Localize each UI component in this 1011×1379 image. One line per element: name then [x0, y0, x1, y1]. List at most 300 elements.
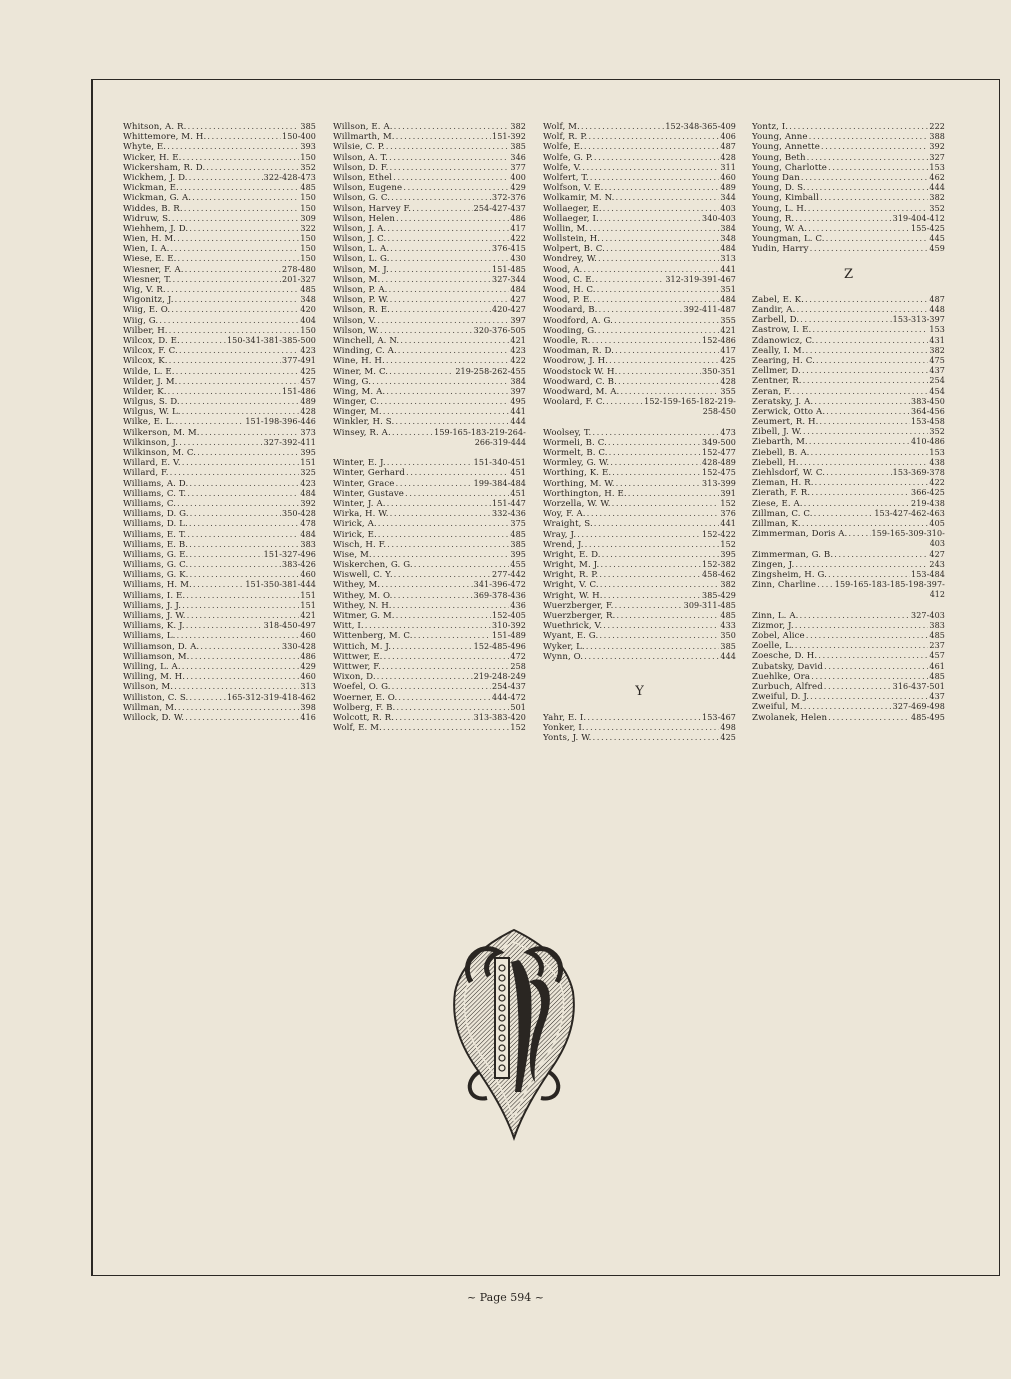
- entry-pages: 151-327-496: [263, 549, 316, 559]
- index-entry: [752, 662, 945, 672]
- dot-leader: [167, 285, 300, 295]
- entry-pages: 152: [510, 723, 526, 733]
- index-entry: [123, 367, 316, 377]
- entry-pages: 436: [510, 600, 526, 610]
- entry-pages: 152-159-165-182-219-: [644, 397, 736, 407]
- dot-leader: [189, 519, 300, 529]
- dot-leader: [606, 244, 719, 254]
- dot-leader: [605, 183, 720, 193]
- entry-name: Woodward, C. B.: [543, 376, 617, 387]
- entry-name: Zillman, K.: [752, 518, 801, 529]
- entry-name: Williams, J. J.: [123, 600, 182, 611]
- index-entry: [333, 428, 526, 438]
- entry-name: Ziebell, B. A.: [752, 447, 810, 458]
- dot-leader: [806, 631, 929, 641]
- entry-pages: 484: [510, 285, 526, 294]
- index-entry: [333, 122, 526, 132]
- entry-name: Wiswell, C. Y.: [333, 570, 393, 581]
- entry-name: Woodford, A. G.: [543, 315, 613, 326]
- index-entry: [543, 326, 736, 336]
- index-entry: [543, 601, 736, 611]
- index-entry: [123, 224, 316, 234]
- entry-pages: 485: [510, 529, 526, 539]
- entry-pages: 376: [720, 509, 736, 519]
- entry-pages: 366-425: [911, 488, 945, 498]
- entry-name: Whyte, E.: [123, 142, 167, 153]
- dot-leader: [390, 244, 491, 254]
- entry-pages: 376-415: [492, 244, 526, 254]
- entry-name: Wiig, G.: [123, 315, 159, 326]
- entry-name: Wilson, P. A.: [333, 285, 388, 295]
- entry-name: Zerwick, Otto A.: [752, 406, 826, 417]
- spacer: [543, 672, 736, 682]
- index-entry: [752, 550, 945, 560]
- dot-leader: [599, 570, 701, 580]
- entry-name: Wilson, Harvey F.: [333, 203, 412, 214]
- index-entry: [333, 499, 526, 509]
- entry-pages: 462: [929, 172, 945, 182]
- index-column-1: [123, 122, 316, 723]
- dot-leader: [581, 122, 664, 132]
- dot-leader: [610, 458, 701, 468]
- entry-pages: 346: [510, 152, 526, 162]
- entry-pages: 351: [720, 285, 736, 294]
- dot-leader: [176, 631, 299, 641]
- entry-pages: 444: [510, 417, 526, 427]
- entry-pages: 398: [300, 702, 316, 712]
- index-entry: [543, 377, 736, 387]
- index-entry: [333, 132, 526, 142]
- entry-pages: 460: [300, 631, 316, 641]
- entry-pages: 437: [929, 692, 945, 702]
- entry-pages: 373: [300, 427, 316, 437]
- entry-pages: 382: [929, 345, 945, 355]
- entry-name: Zimmerman, G. B.: [752, 549, 834, 560]
- entry-pages: 327-403: [911, 610, 945, 620]
- index-entry: [752, 214, 945, 224]
- entry-name: Ziese, E. A.: [752, 498, 803, 509]
- index-entry: [333, 489, 526, 499]
- index-entry: [543, 285, 736, 295]
- entry-pages: 355: [720, 386, 736, 396]
- index-columns: [123, 122, 943, 762]
- entry-name: Yonker, I.: [543, 722, 585, 733]
- entry-name: Withey, N. H.: [333, 600, 392, 611]
- entry-name: Wiig, E. O.: [123, 305, 171, 316]
- entry-name: Wittich, M. J.: [333, 641, 392, 652]
- entry-name: Wisch, H. F.: [333, 539, 387, 550]
- dot-leader: [383, 723, 510, 733]
- index-entry: [123, 265, 316, 275]
- entry-pages: 385: [510, 539, 526, 549]
- entry-name: Worthing, K. E.: [543, 468, 612, 479]
- index-entry: [123, 652, 316, 662]
- entry-name: Zdanowicz, C.: [752, 335, 815, 346]
- entry-name: Wickman, G. A.: [123, 193, 192, 204]
- entry-name: Willard, F.: [123, 468, 169, 479]
- dot-leader: [387, 540, 509, 550]
- index-entry: [543, 234, 736, 244]
- dot-leader: [608, 438, 701, 448]
- dot-leader: [828, 163, 928, 173]
- index-entry: [123, 682, 316, 692]
- entry-pages: 152-348-365-409: [665, 122, 736, 131]
- dot-leader: [600, 580, 720, 590]
- index-entry: [123, 142, 316, 152]
- entry-pages: 383-426: [282, 560, 316, 570]
- entry-name: Wilson, Eugene: [333, 183, 403, 194]
- dot-leader: [810, 448, 928, 458]
- entry-pages: 150-400: [282, 132, 316, 142]
- entry-name: Wolcott, R. R.: [333, 712, 395, 723]
- index-entry: [543, 265, 736, 275]
- dot-leader: [159, 316, 299, 326]
- entry-pages: 501: [510, 702, 526, 712]
- entry-name: Ziehlsdorf, W. C.: [752, 468, 826, 478]
- dot-leader: [185, 265, 281, 275]
- entry-name: Woodard, B.: [543, 305, 598, 316]
- index-entry: [543, 153, 736, 163]
- entry-pages: 152-475: [702, 468, 736, 478]
- spacer: [752, 285, 945, 295]
- entry-name: Wilsie, C. P.: [333, 142, 385, 153]
- entry-name: Zellmer, D.: [752, 366, 801, 377]
- dot-leader: [179, 346, 300, 356]
- dot-leader: [818, 651, 928, 661]
- entry-pages: 350-428: [282, 509, 316, 519]
- entry-pages: 428: [720, 376, 736, 386]
- entry-pages: 153-369-378: [892, 468, 945, 477]
- dot-leader: [395, 713, 473, 723]
- dot-leader: [378, 519, 510, 529]
- entry-pages: 498: [720, 722, 736, 732]
- entry-name: Young, L. H.: [752, 203, 807, 214]
- entry-pages-continued: 412: [929, 590, 945, 600]
- entry-pages: 420: [300, 305, 316, 315]
- dot-leader: [175, 295, 300, 305]
- entry-pages: 382: [929, 193, 945, 203]
- entry-pages: 151: [300, 590, 316, 600]
- index-entry: [752, 702, 945, 712]
- entry-name: Willson, E. A.: [333, 122, 393, 132]
- entry-name: Wien, I. A.: [123, 244, 170, 255]
- dot-leader: [187, 122, 299, 132]
- entry-name: Wilson, J. C.: [333, 234, 387, 245]
- entry-name: Williams, C. T.: [123, 488, 187, 499]
- index-column-4: [752, 122, 945, 723]
- entry-pages: 352: [929, 427, 945, 437]
- entry-name: Yonts, J. W.: [543, 732, 592, 743]
- index-entry: [752, 366, 945, 376]
- entry-name: Williams, D. L.: [123, 519, 188, 530]
- dot-leader: [187, 611, 300, 621]
- index-entry: [123, 275, 316, 285]
- entry-pages: 258: [510, 661, 526, 671]
- entry-name: Zeratsky, J. A.: [752, 396, 814, 407]
- entry-name: Williams, G. C.: [123, 560, 189, 571]
- entry-pages: 422: [510, 234, 526, 244]
- ornamental-w-monogram-icon: [449, 922, 579, 1146]
- index-entry: [752, 234, 945, 244]
- entry-pages: 151: [300, 600, 316, 610]
- entry-name: Wood, P. E.: [543, 295, 593, 306]
- index-entry: [543, 723, 736, 733]
- entry-name: Willard, E. V.: [123, 458, 181, 469]
- entry-pages: 159-165-183-219-264-: [434, 427, 526, 437]
- entry-name: Winchell, A. N.: [333, 335, 400, 346]
- dot-leader: [182, 458, 300, 468]
- entry-name: Wilder, K.: [123, 386, 167, 397]
- dot-leader: [800, 315, 892, 325]
- entry-pages: 423: [510, 346, 526, 356]
- index-entry: [123, 234, 316, 244]
- index-entry: [123, 519, 316, 529]
- index-entry: [543, 346, 736, 356]
- index-entry: [123, 316, 316, 326]
- entry-name: Wiehhem, J. D.: [123, 223, 189, 234]
- entry-pages: 457: [929, 651, 945, 661]
- entry-pages: 431: [929, 335, 945, 345]
- entry-name: Zubatsky, David: [752, 661, 823, 672]
- entry-pages: 475: [929, 355, 945, 365]
- dot-leader: [178, 703, 300, 713]
- entry-pages: 460: [300, 570, 316, 580]
- entry-pages: 484: [300, 488, 316, 498]
- dot-leader: [800, 458, 929, 468]
- dot-leader: [795, 214, 891, 224]
- index-entry: [752, 173, 945, 183]
- index-entry: [333, 367, 526, 377]
- index-entry: [123, 591, 316, 601]
- index-entry: [752, 478, 945, 488]
- dot-leader: [182, 601, 299, 611]
- entry-name: Wuethrick, V.: [543, 621, 603, 632]
- entry-name: Wilson, R. E.: [333, 305, 390, 316]
- entry-name: Williston, C. S.: [123, 692, 189, 703]
- index-entry: [752, 488, 945, 498]
- dot-leader: [387, 224, 509, 234]
- entry-name: Worzella, W. W.: [543, 498, 611, 509]
- index-entry: [752, 387, 945, 397]
- entry-name: Wollin, M.: [543, 223, 589, 234]
- entry-pages: 395: [300, 448, 316, 457]
- entry-name: Wright, R. P.: [543, 570, 599, 581]
- dot-leader: [628, 489, 720, 499]
- entry-pages: 313-383-420: [473, 712, 526, 722]
- index-entry: [333, 407, 526, 417]
- dot-leader: [184, 204, 300, 214]
- index-entry: [752, 142, 945, 152]
- entry-name: Worthington, H. E.: [543, 488, 627, 499]
- index-entry: [333, 234, 526, 244]
- entry-name: Wiese, E. E.: [123, 254, 177, 265]
- dot-leader: [201, 428, 300, 438]
- entry-pages: 383-450: [911, 396, 945, 406]
- entry-name: Wyant, E. G.: [543, 631, 599, 642]
- dot-leader: [789, 122, 928, 132]
- entry-pages: 392-411-487: [683, 305, 736, 315]
- entry-pages: 152-422: [702, 529, 736, 539]
- entry-pages: 397: [510, 315, 526, 325]
- entry-name: Williams, E. T.: [123, 529, 187, 540]
- dot-leader: [389, 153, 509, 163]
- dot-leader: [612, 499, 720, 509]
- index-entry: [543, 193, 736, 203]
- index-entry: [333, 295, 526, 305]
- entry-pages: 350-351: [702, 366, 736, 376]
- index-entry: [123, 479, 316, 489]
- spacer: [333, 448, 526, 458]
- index-entry: [123, 173, 316, 183]
- entry-name: Williamson, D. A.: [123, 641, 200, 652]
- entry-name: Willson, M.: [123, 682, 174, 693]
- entry-pages: 487: [929, 294, 945, 304]
- index-entry: [333, 316, 526, 326]
- entry-name: Williams, G. E.: [123, 549, 189, 560]
- entry-pages: 485: [720, 611, 736, 620]
- index-entry: [543, 591, 736, 601]
- entry-name: Woefel, O. G.: [333, 682, 391, 693]
- index-entry: [752, 509, 945, 519]
- entry-pages: 416: [300, 712, 316, 722]
- entry-name: Williams, D. G.: [123, 509, 189, 520]
- entry-pages: 327-344: [492, 274, 526, 284]
- entry-pages: 151-447: [492, 498, 526, 508]
- dot-leader: [583, 265, 719, 275]
- dot-leader: [804, 702, 892, 712]
- entry-name: Woodstock W. H.: [543, 366, 618, 377]
- entry-pages: 397: [510, 386, 526, 396]
- entry-name: Young, D. S.: [752, 183, 806, 194]
- entry-pages: 385-429: [702, 590, 736, 600]
- entry-pages: 377-491: [282, 356, 316, 366]
- entry-pages: 165-312-319-418-462: [226, 692, 316, 702]
- entry-name: Winding, C. A.: [333, 346, 397, 357]
- entry-name: Ziebell, H.: [752, 457, 799, 468]
- entry-pages: 352: [300, 162, 316, 172]
- entry-name: Zinn, L. A.: [752, 610, 799, 621]
- index-entry: [123, 468, 316, 478]
- dot-leader: [848, 529, 870, 539]
- index-entry: [123, 285, 316, 295]
- index-entry: [333, 682, 526, 692]
- entry-name: Wright, W. H.: [543, 590, 603, 601]
- entry-name: Wolf, M.: [543, 122, 580, 132]
- entry-pages: 318-450-497: [263, 621, 316, 631]
- dot-leader: [618, 377, 719, 387]
- entry-pages: 383: [300, 539, 316, 549]
- entry-name: Wolfe, V.: [543, 162, 582, 173]
- dot-leader: [609, 356, 719, 366]
- entry-name: Yudin, Harry: [752, 244, 809, 255]
- entry-pages: 222: [929, 122, 945, 131]
- index-entry: [752, 458, 945, 468]
- dot-leader: [186, 621, 263, 631]
- dot-leader: [395, 417, 509, 427]
- entry-pages: 313: [720, 254, 736, 264]
- index-entry: [123, 254, 316, 264]
- index-entry: [543, 132, 736, 142]
- dot-leader: [389, 285, 510, 295]
- section-letter-heading: Z: [843, 266, 854, 282]
- dot-leader: [394, 591, 473, 601]
- entry-pages: 219-248-249: [473, 672, 526, 682]
- index-entry: [543, 499, 736, 509]
- entry-name: Wirick, E.: [333, 529, 377, 540]
- index-entry: [543, 316, 736, 326]
- index-entry: [543, 479, 736, 489]
- dot-leader: [600, 214, 701, 224]
- entry-pages: 153-467: [702, 712, 736, 722]
- entry-name: Wilson, M. J.: [333, 264, 389, 275]
- entry-name: Willing, M. H.: [123, 672, 186, 683]
- index-entry: [543, 733, 736, 743]
- index-entry: [543, 489, 736, 499]
- spacer: [752, 600, 945, 610]
- entry-pages: 385: [300, 122, 316, 131]
- index-entry: [333, 275, 526, 285]
- entry-pages: 444: [720, 651, 736, 661]
- entry-name: Wilkinson, J.: [123, 437, 179, 448]
- dot-leader: [190, 570, 300, 580]
- entry-pages: 327-469-498: [892, 702, 945, 712]
- dot-leader: [380, 326, 473, 336]
- entry-name: Zierath, F. R.: [752, 488, 811, 499]
- entry-name: Wilson, G. C.: [333, 193, 391, 204]
- entry-name: Winger, C.: [333, 397, 380, 408]
- index-entry: [543, 367, 736, 377]
- dot-leader: [808, 224, 910, 234]
- index-entry: [333, 173, 526, 183]
- dot-leader: [828, 713, 910, 723]
- index-entry: [543, 713, 736, 723]
- dot-leader: [372, 377, 509, 387]
- dot-leader: [179, 438, 263, 448]
- entry-pages: 151-485: [492, 264, 526, 274]
- dot-leader: [189, 224, 299, 234]
- index-entry: [123, 204, 316, 214]
- dot-leader: [598, 305, 682, 315]
- dot-leader: [414, 631, 491, 641]
- index-entry: [333, 397, 526, 407]
- index-entry: [123, 580, 316, 590]
- entry-pages: 437: [929, 366, 945, 376]
- index-entry: [543, 204, 736, 214]
- entry-pages: 460: [300, 672, 316, 682]
- index-entry: [123, 122, 316, 132]
- entry-name: Wolberg, F. B.: [333, 702, 396, 713]
- index-entry: [752, 132, 945, 142]
- entry-pages: 423: [300, 346, 316, 356]
- dot-leader: [169, 326, 300, 336]
- entry-pages: 201-327: [282, 274, 316, 284]
- index-entry: [333, 224, 526, 234]
- entry-pages: 429: [510, 183, 526, 193]
- dot-leader: [824, 682, 892, 692]
- entry-name: Wig, V. R.: [123, 285, 166, 295]
- index-entry: [333, 693, 526, 703]
- entry-pages-continued: 403: [929, 539, 945, 549]
- index-entry: [752, 427, 945, 437]
- dot-leader: [398, 693, 491, 703]
- entry-pages: 364-456: [911, 406, 945, 416]
- dot-leader: [606, 397, 643, 407]
- dot-leader: [384, 652, 510, 662]
- index-entry: [123, 407, 316, 417]
- index-entry: [543, 580, 736, 590]
- index-entry: [123, 356, 316, 366]
- index-entry: [123, 397, 316, 407]
